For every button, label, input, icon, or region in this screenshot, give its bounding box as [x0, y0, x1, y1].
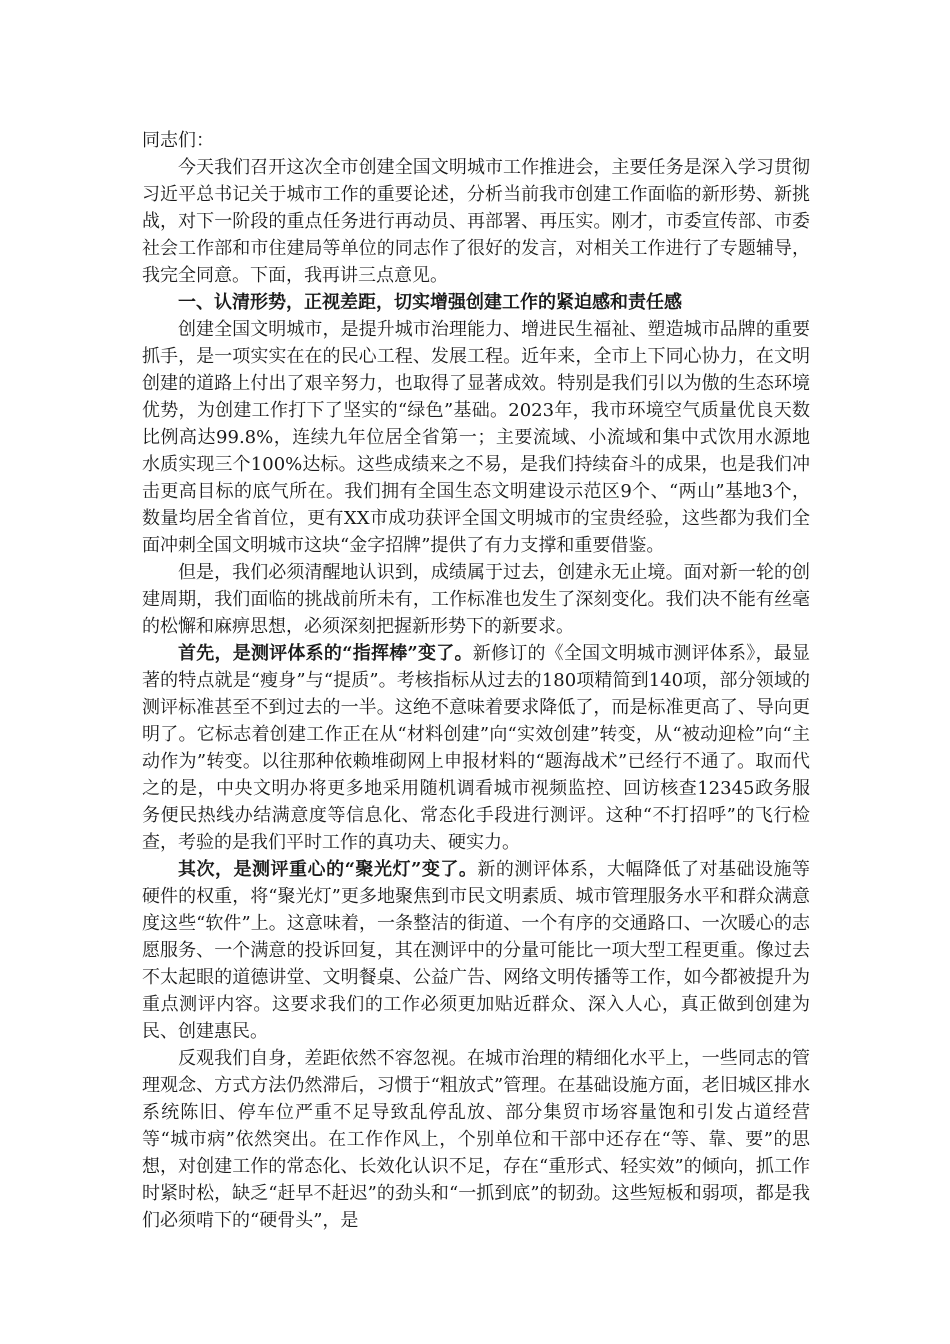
paragraph-first-point	[142, 640, 810, 856]
salutation: 同志们：	[142, 130, 214, 151]
paragraph-second-point	[142, 856, 810, 1045]
intro-paragraph: 今天我们召开这次全市创建全国文明城市工作推进会，主要任务是深入学习贯彻习近平总书记关于城市工作的重要论述，分析当前我市创建工作面临的新形势、新挑战，对下一阶段的重点任务进行再动员、再部署、再压实。刚才，市委宣传部、市委社会工作部和市住建局等单位的同志作了很好的发言，对相关工作进行了专题辅导，我完全同意。下面，我再讲三点意见。	[142, 157, 810, 286]
paragraph-challenges: 但是，我们必须清醒地认识到，成绩属于过去，创建永无止境。面对新一轮的创建周期，我们面临的挑战前所未有，工作标准也发生了深刻变化。我们决不能有丝毫的松懈和麻痹思想，必须深刻把握新形势下的新要求。	[142, 562, 810, 637]
first-point-body: 新修订的《全国文明城市测评体系》，最显著的特点就是“瘦身”与“提质”。考核指标从过去的180项精简到140项，部分领域的测评标准甚至不到过去的一半。这绝不意味着要求降低了，而是标准更高了、导向更明了。它标志着创建工作正在从“材料创建”向“实效创建”转变，从“被动迎检”向“主动作为”转变。以往那种依赖堆砌网上申报材料的“题海战术”已经行不通了。取而代之的是，中央文明办将更多地采用随机调看城市视频监控、回访核查12345政务服务便民热线办结满意度等信息化、常态化手段进行测评。这种“不打招呼”的飞行检查，考验的是我们平时工作的真功夫、硬实力。	[142, 643, 810, 853]
document-page	[142, 127, 810, 1234]
first-point-lead: 首先，是测评体系的“指挥棒”变了。	[178, 643, 473, 664]
paragraph-gaps: 反观我们自身，差距依然不容忽视。在城市治理的精细化水平上，一些同志的管理观念、方式方法仍然滞后，习惯于“粗放式”管理。在基础设施方面，老旧城区排水系统陈旧、停车位严重不足导致乱停乱放、部分集贸市场容量饱和引发占道经营等“城市病”依然突出。在工作作风上，个别单位和干部中还存在“等、靠、要”的思想，对创建工作的常态化、长效化认识不足，存在“重形式、轻实效”的倾向，抓工作时紧时松，缺乏“赶早不赶迟”的劲头和“一抓到底”的韧劲。这些短板和弱项，都是我们必须啃下的“硬骨头”，是	[142, 1048, 810, 1231]
second-point-body: 新的测评体系，大幅降低了对基础设施等硬件的权重，将“聚光灯”更多地聚焦到市民文明素质、城市管理服务水平和群众满意度这些“软件”上。这意味着，一条整洁的街道、一个有序的交通路口、一次暖心的志愿服务、一个满意的投诉回复，其在测评中的分量可能比一项大型工程更重。像过去不太起眼的道德讲堂、文明餐桌、公益广告、网络文明传播等工作，如今都被提升为重点测评内容。这要求我们的工作必须更加贴近群众、深入人心，真正做到创建为民、创建惠民。	[142, 859, 810, 1042]
second-point-lead: 其次，是测评重心的“聚光灯”变了。	[178, 859, 478, 880]
paragraph-achievements: 创建全国文明城市，是提升城市治理能力、增进民生福祉、塑造城市品牌的重要抓手，是一项实实在在的民心工程、发展工程。近年来，全市上下同心协力，在文明创建的道路上付出了艰辛努力，也取得了显著成效。特别是我们引以为傲的生态环境优势，为创建工作打下了坚实的“绿色”基础。2023年，我市环境空气质量优良天数比例高达99.8%，连续九年位居全省第一；主要流域、小流域和集中式饮用水源地水质实现三个100%达标。这些成绩来之不易，是我们持续奋斗的成果，也是我们冲击更高目标的底气所在。我们拥有全国生态文明建设示范区9个、“两山”基地3个，数量均居全省首位，更有XX市成功获评全国文明城市的宝贵经验，这些都为我们全面冲刺全国文明城市这块“金字招牌”提供了有力支撑和重要借鉴。	[142, 319, 810, 556]
section-heading-1: 一、认清形势，正视差距，切实增强创建工作的紧迫感和责任感	[178, 292, 682, 313]
